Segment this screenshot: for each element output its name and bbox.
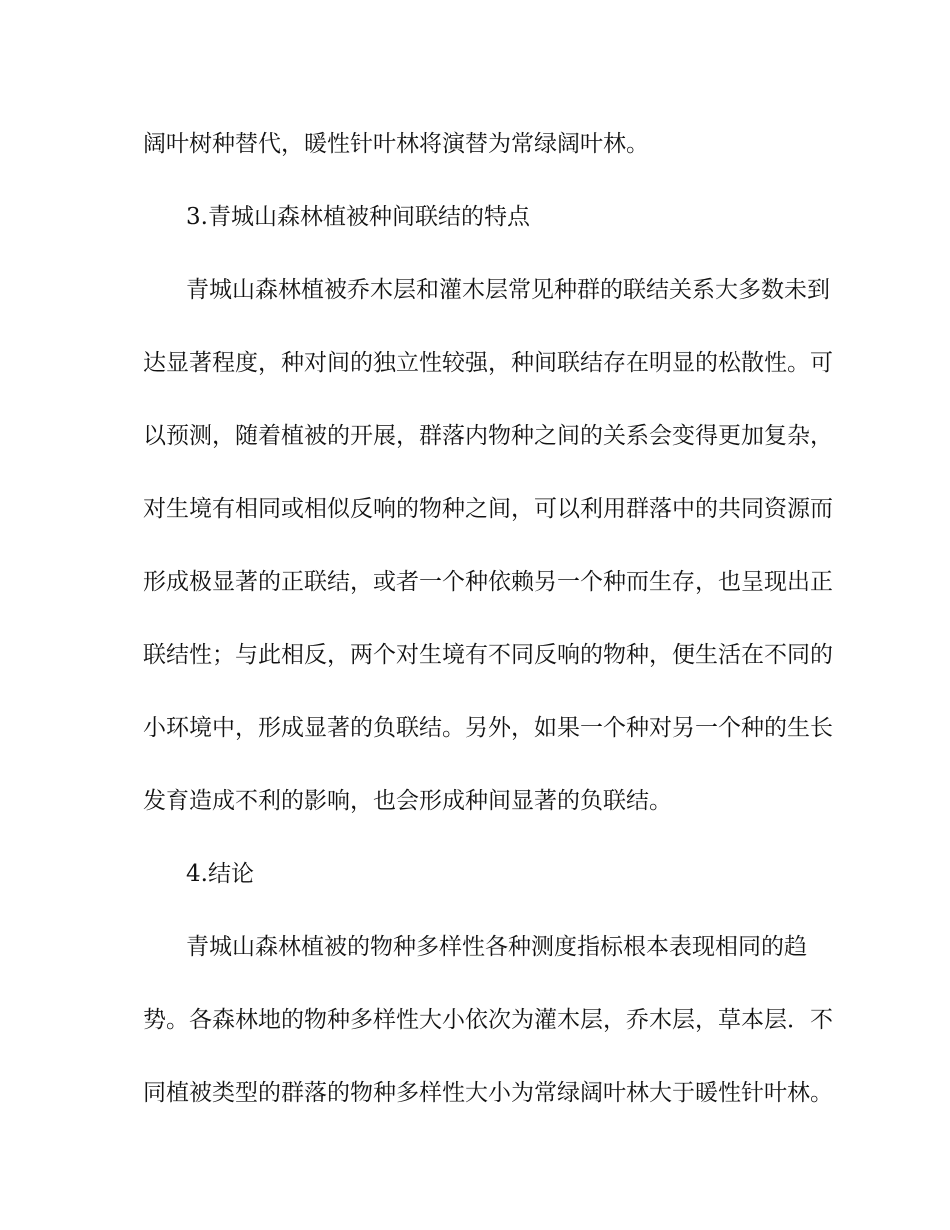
paragraph-line: 以预测，随着植被的开展，群落内物种之间的关系会变得更加复杂， <box>143 423 833 449</box>
paragraph-line: 发育造成不利的影响，也会形成种间显著的负联结。 <box>143 788 672 814</box>
paragraph-line: 形成极显著的正联结，或者一个种依赖另一个种而生存，也呈现出正 <box>143 569 833 595</box>
paragraph-line: 小环境中，形成显著的负联结。另外，如果一个种对另一个种的生长 <box>143 715 833 741</box>
paragraph-line: 达显著程度，种对间的独立性较强，种间联结存在明显的松散性。可 <box>143 350 833 376</box>
section-heading: 3.青城山森林植被种间联结的特点 <box>186 204 530 230</box>
paragraph-line: 阔叶树种替代，暖性针叶林将演替为常绿阔叶林。 <box>143 131 649 157</box>
paragraph-line: 势。各森林地的物种多样性大小依次为灌木层，乔木层，草本层．不 <box>143 1007 833 1033</box>
paragraph-line: 联结性；与此相反，两个对生境有不同反响的物种，便生活在不同的 <box>143 642 833 668</box>
paragraph-line: 青城山森林植被的物种多样性各种测度指标根本表现相同的趋 <box>186 934 807 960</box>
paragraph-line: 同植被类型的群落的物种多样性大小为常绿阔叶林大于暖性针叶林。 <box>143 1080 833 1106</box>
section-heading: 4.结论 <box>186 861 254 887</box>
paragraph-line: 青城山森林植被乔木层和灌木层常见种群的联结关系大多数未到 <box>186 277 830 303</box>
paragraph-line: 对生境有相同或相似反响的物种之间，可以利用群落中的共同资源而 <box>143 496 833 522</box>
